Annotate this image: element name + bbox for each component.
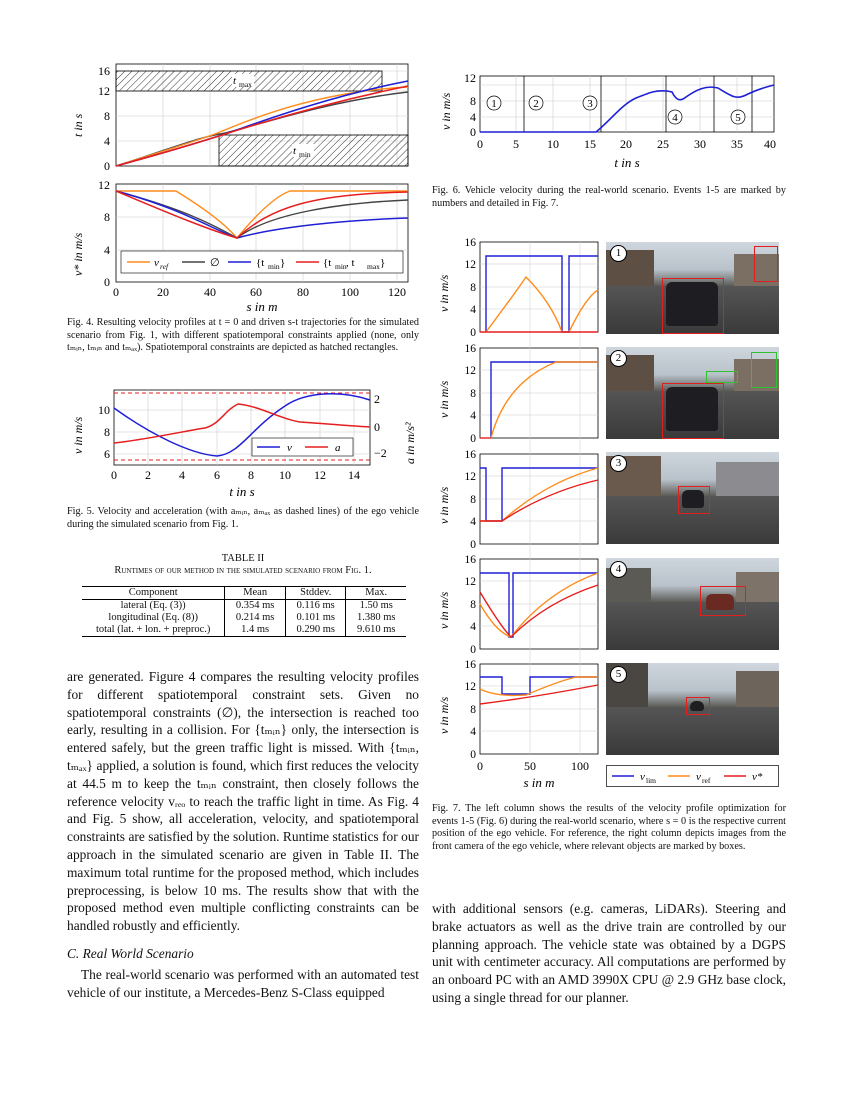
svg-text:a: a <box>335 442 341 454</box>
svg-text:4: 4 <box>470 726 476 738</box>
svg-text:10: 10 <box>98 403 110 417</box>
camera-image-event-2 <box>606 347 779 439</box>
svg-text:6: 6 <box>214 468 220 482</box>
table-header: Mean <box>225 587 286 600</box>
svg-text:3: 3 <box>587 98 593 110</box>
svg-text:}: } <box>380 257 386 269</box>
svg-text:v*: v* <box>752 771 763 783</box>
camera-image-event-3 <box>606 452 779 544</box>
svg-text:30: 30 <box>694 137 706 151</box>
svg-text:16: 16 <box>464 554 476 566</box>
svg-text:{t: {t <box>323 257 332 269</box>
svg-text:v in m/s: v in m/s <box>439 92 453 130</box>
svg-text:16: 16 <box>464 343 476 355</box>
svg-text:8: 8 <box>470 94 476 108</box>
fig7-plots <box>436 232 604 792</box>
fig7-caption: Fig. 7. The left column shows the results of the velocity profile optimization for events 1-5 (Fig. 6) during the real-world scenario, where s = 0 is the respective current position of the ego vehicle. For reference, the right column depicts images from the front camera of the ego vehicle, where relevant objects are marked by boxes. <box>432 803 786 852</box>
svg-text:4: 4 <box>179 468 185 482</box>
svg-text:12: 12 <box>314 468 326 482</box>
svg-text:60: 60 <box>250 285 262 299</box>
section-heading: C. Real World Scenario <box>67 946 194 961</box>
table-row: total (lat. + lon. + preproc.) 1.4 ms 0.290 ms 9.610 ms <box>82 624 406 637</box>
svg-text:0: 0 <box>477 759 483 773</box>
svg-text:14: 14 <box>348 468 360 482</box>
svg-text:4: 4 <box>470 410 476 422</box>
svg-text:25: 25 <box>657 137 669 151</box>
svg-text:v in m/s: v in m/s <box>71 416 85 454</box>
svg-text:t: t <box>233 75 237 87</box>
svg-text:50: 50 <box>524 759 536 773</box>
fig4-caption: Fig. 4. Resulting velocity profiles at t = 0 and driven s-t trajectories for the simulated scenario from Fig. 1, with different spatiotemporal constraints applied (none, only tₘᵢₙ, tₘᵢₙ and tₘₐₓ). Spatiotemporal constraints are depicted as hatched rectangles. <box>67 317 419 354</box>
vel-curve-none <box>116 191 408 238</box>
svg-text:12: 12 <box>464 576 476 588</box>
svg-text:max: max <box>367 262 380 271</box>
svg-text:v: v <box>154 257 159 269</box>
svg-text:12: 12 <box>464 365 476 377</box>
svg-text:35: 35 <box>731 137 743 151</box>
body-paragraph: are generated. Figure 4 compares the resulting velocity profiles for different spatiotemporal constraint sets. Given no spatiotemporal constraints (∅), the intersection is reached too early, resulting in a collision. For {tₘᵢₙ} only, the intersection is entered safely, but the green traffic light is missed. With {tₘᵢₙ, tₘₐₓ} applied, a solution is found, which first reduces the velocity at 44.5 m to keep the tₘᵢₙ constraint, then closely follows the reference velocity vᵣₑₒ to reach the traffic light in time. As Fig. 4 and Fig. 5 show, all acceleration, velocity, and spatiotemporal constraints are satisfied by the solution. Runtime statistics for our approach in the simulated scenario are given in Table II. The maximum total runtime for the proposed method, which includes preprocessing, is below 10 ms. The results show that with the proposed method even multiple conflicting constraints can be handled robustly and efficiently. <box>67 669 419 934</box>
svg-text:v: v <box>287 442 292 454</box>
fig4-velocity-plot <box>70 178 420 313</box>
fig7-legend <box>606 765 779 787</box>
svg-text:20: 20 <box>157 285 169 299</box>
vel-curve-tmin <box>116 191 408 238</box>
table-header: Stddev. <box>285 587 346 600</box>
body-paragraph-right: with additional sensors (e.g. cameras, LiDARs). Steering and brake actuators as well as the drive train are controlled by our planning approach. The vehicle state was obtained by a DGPS unit with centimeter accuracy. All computations are performed by an onboard PC with an AMD 3990X CPU @ 2.9 GHz base clock, using a single thread for our planner. <box>432 901 786 1005</box>
svg-text:0: 0 <box>113 285 119 299</box>
svg-text:min: min <box>299 150 311 159</box>
event-badge: 2 <box>610 350 627 367</box>
svg-text:2: 2 <box>145 468 151 482</box>
svg-text:v in m/s: v in m/s <box>437 380 451 418</box>
fig5-caption: Fig. 5. Velocity and acceleration (with aₘᵢₙ, aₘₐₓ as dashed lines) of the ego vehicle during the simulated scenario from Fig. 1. <box>67 506 419 530</box>
svg-text:min: min <box>335 262 347 271</box>
svg-text:120: 120 <box>388 285 406 299</box>
svg-text:4: 4 <box>672 112 678 124</box>
svg-text:15: 15 <box>584 137 596 151</box>
svg-text:v* in m/s: v* in m/s <box>71 232 85 276</box>
table-header: Max. <box>365 587 388 598</box>
svg-text:v in m/s: v in m/s <box>437 486 451 524</box>
runtime-table <box>82 586 406 637</box>
svg-text:0: 0 <box>104 275 110 289</box>
svg-text:10: 10 <box>547 137 559 151</box>
table-title: TABLE II <box>221 553 265 564</box>
svg-text:8: 8 <box>470 599 476 611</box>
svg-text:v in m/s: v in m/s <box>437 274 451 312</box>
svg-text:t in s: t in s <box>71 113 85 137</box>
fig5-plot <box>70 384 425 502</box>
vel-curve-ref <box>116 191 408 238</box>
svg-text:lim: lim <box>646 776 657 785</box>
svg-text:0: 0 <box>111 468 117 482</box>
svg-text:12: 12 <box>464 681 476 693</box>
svg-text:6: 6 <box>104 447 110 461</box>
svg-text:12: 12 <box>98 84 110 98</box>
fig4-st-plot <box>70 62 420 174</box>
svg-text:−2: −2 <box>374 446 387 460</box>
camera-image-event-1 <box>606 242 779 334</box>
svg-text:8: 8 <box>470 704 476 716</box>
svg-text:10: 10 <box>279 468 291 482</box>
svg-text:8: 8 <box>104 425 110 439</box>
event-badge: 5 <box>610 666 627 683</box>
svg-text:2: 2 <box>374 392 380 406</box>
fig5-legend <box>252 438 353 456</box>
svg-text:4: 4 <box>470 304 476 316</box>
svg-text:1: 1 <box>491 98 497 110</box>
svg-text:40: 40 <box>204 285 216 299</box>
svg-text:max: max <box>239 80 252 89</box>
svg-text:12: 12 <box>464 259 476 271</box>
event-badge: 4 <box>610 561 627 578</box>
svg-text:t: t <box>293 145 297 157</box>
camera-image-event-4 <box>606 558 779 650</box>
svg-text:ref: ref <box>160 262 169 271</box>
svg-text:16: 16 <box>98 64 110 78</box>
svg-text:v in m/s: v in m/s <box>437 591 451 629</box>
svg-text:4: 4 <box>104 134 110 148</box>
fig6-plot <box>436 70 786 175</box>
svg-text:v: v <box>696 771 701 783</box>
svg-text:12: 12 <box>464 471 476 483</box>
svg-text:0: 0 <box>477 137 483 151</box>
svg-text:, t: , t <box>346 257 355 269</box>
svg-text:t in s: t in s <box>614 155 640 170</box>
svg-text:8: 8 <box>248 468 254 482</box>
svg-text:0: 0 <box>470 125 476 139</box>
svg-text:0: 0 <box>470 539 476 551</box>
svg-text:min: min <box>268 262 280 271</box>
svg-text:4: 4 <box>470 110 476 124</box>
svg-text:0: 0 <box>470 644 476 656</box>
svg-text:16: 16 <box>464 449 476 461</box>
svg-text:s in m: s in m <box>523 775 555 790</box>
svg-text:4: 4 <box>104 243 110 257</box>
event-badge: 1 <box>610 245 627 262</box>
table-row: lateral (Eq. (3)) 0.354 ms 0.116 ms 1.50 ms <box>82 600 406 613</box>
svg-text:0: 0 <box>470 749 476 761</box>
svg-text:12: 12 <box>464 71 476 85</box>
body-paragraph-2: The real-world scenario was performed with an automated test vehicle of our institute, a Mercedes-Benz S-Class equipped <box>67 967 419 1000</box>
svg-text:8: 8 <box>470 282 476 294</box>
svg-text:0: 0 <box>470 433 476 445</box>
svg-text:100: 100 <box>571 759 589 773</box>
svg-text:{t: {t <box>256 257 265 269</box>
svg-text:∅: ∅ <box>210 257 220 269</box>
vel-curve-tmin-tmax <box>116 191 408 238</box>
svg-text:16: 16 <box>464 659 476 671</box>
svg-text:0: 0 <box>104 159 110 173</box>
svg-text:12: 12 <box>98 178 110 192</box>
camera-image-event-5 <box>606 663 779 755</box>
svg-text:40: 40 <box>764 137 776 151</box>
svg-text:5: 5 <box>513 137 519 151</box>
svg-text:0: 0 <box>374 420 380 434</box>
svg-text:}: } <box>280 257 286 269</box>
table-row: longitudinal (Eq. (8)) 0.214 ms 0.101 ms 1.380 ms <box>82 612 406 624</box>
svg-text:8: 8 <box>104 109 110 123</box>
svg-text:v in m/s: v in m/s <box>437 696 451 734</box>
svg-text:v: v <box>640 771 645 783</box>
fig6-caption: Fig. 6. Vehicle velocity during the real-world scenario. Events 1-5 are marked by numbers and detailed in Fig. 7. <box>432 185 786 209</box>
svg-text:8: 8 <box>470 494 476 506</box>
svg-text:16: 16 <box>464 237 476 249</box>
svg-text:ref: ref <box>702 776 711 785</box>
table-header: Component <box>82 587 225 600</box>
fig4-legend <box>121 251 403 273</box>
svg-text:4: 4 <box>470 621 476 633</box>
svg-text:a in m/s²: a in m/s² <box>403 422 417 464</box>
svg-text:100: 100 <box>341 285 359 299</box>
svg-text:80: 80 <box>297 285 309 299</box>
svg-text:0: 0 <box>470 327 476 339</box>
event-badge: 3 <box>610 455 627 472</box>
svg-text:20: 20 <box>620 137 632 151</box>
svg-text:8: 8 <box>104 210 110 224</box>
svg-text:4: 4 <box>470 516 476 528</box>
table-subtitle: Runtimes of our method in the simulated scenario from Fig. 1. <box>114 565 372 576</box>
svg-text:8: 8 <box>470 388 476 400</box>
svg-text:2: 2 <box>533 98 539 110</box>
fig6-event-markers <box>487 96 745 124</box>
svg-text:5: 5 <box>735 112 741 124</box>
svg-text:s in m: s in m <box>246 299 278 313</box>
svg-text:t in s: t in s <box>229 484 255 499</box>
